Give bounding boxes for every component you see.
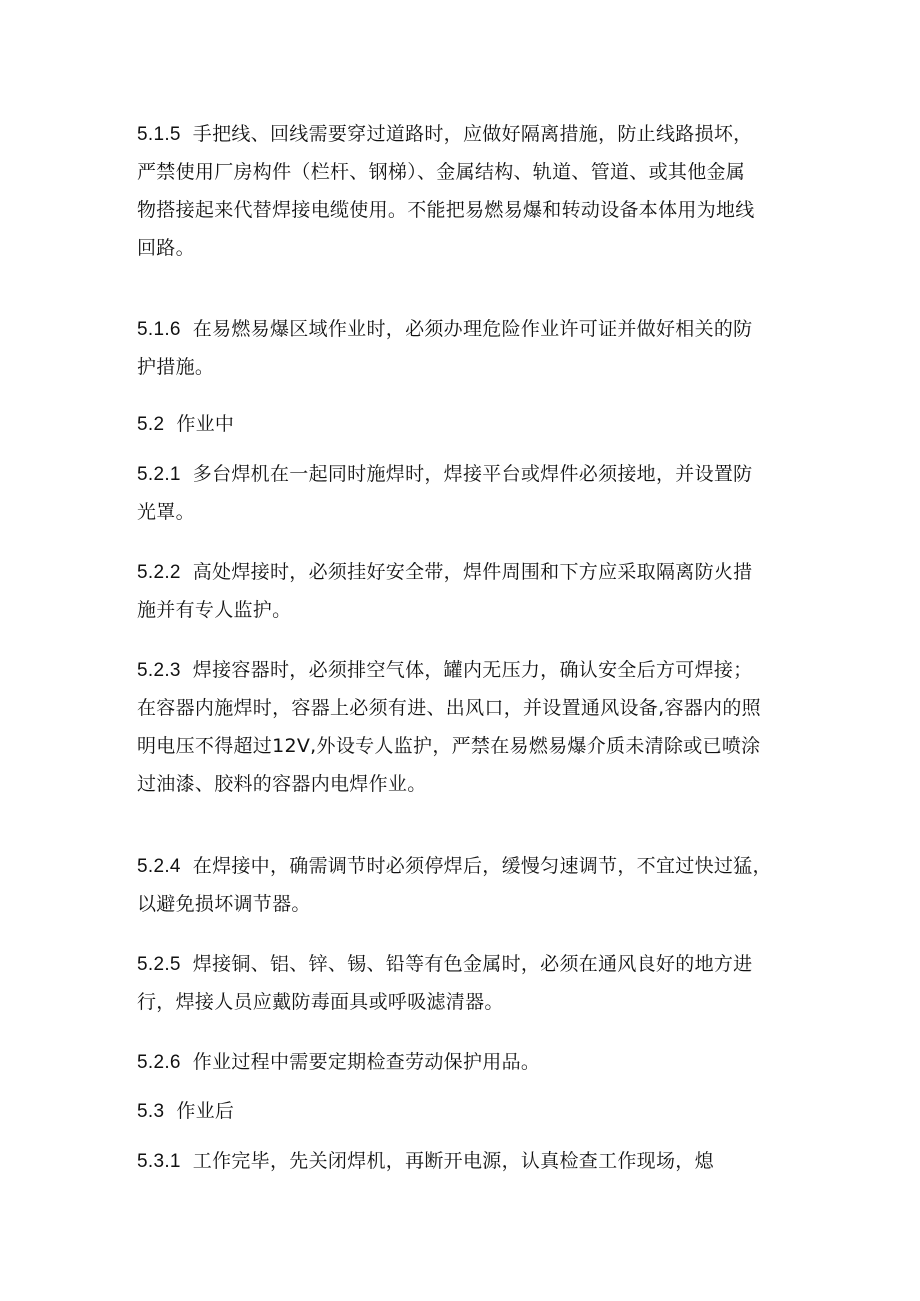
paragraph-text: 焊接容器时，必须排空气体，罐内无压力，确认安全后方可焊接； [192,659,753,681]
section-number: 5.3 [137,1101,165,1122]
paragraph-line [137,847,797,885]
paragraph-5-1-6 [137,310,797,386]
paragraph-text: 在易燃易爆区域作业时，必须办理危险作业许可证并做好相关的防 [192,318,753,340]
section-number: 5.2 [137,414,165,435]
clause-number: 5.3.1 [137,1151,181,1172]
heading-line [137,1092,797,1130]
paragraph-line [137,1043,797,1081]
paragraph-line: 以避免损坏调节器。 [137,893,311,915]
paragraph-5-2-3 [137,651,797,803]
paragraph-line [137,455,797,493]
heading-line [137,405,797,443]
paragraph-line: 光罩。 [137,501,195,523]
clause-number: 5.2.4 [137,856,181,877]
paragraph-line: 物搭接起来代替焊接电缆使用。不能把易燃易爆和转动设备本体用为地线 [137,199,755,221]
paragraph-line: 严禁使用厂房构件（栏杆、钢梯）、金属结构、轨道、管道、或其他金属 [137,161,746,183]
section-title: 作业中 [176,413,235,435]
clause-number: 5.2.2 [137,562,181,583]
paragraph-line [137,115,797,153]
paragraph-text: 高处焊接时，必须挂好安全带，焊件周围和下方应采取隔离防火措 [192,561,753,583]
paragraph-line [137,1142,797,1180]
section-title: 作业后 [176,1100,235,1122]
paragraph-line: 在容器内施焊时，容器上必须有进、出风口，并设置通风设备,容器内的照 [137,697,761,719]
clause-number: 5.1.6 [137,319,181,340]
paragraph-text: 多台焊机在一起同时施焊时，焊接平台或焊件必须接地，并设置防 [192,463,753,485]
paragraph-line [137,945,797,983]
paragraph-line: 回路。 [137,237,195,259]
paragraph-5-2-5 [137,945,797,1021]
paragraph-5-2-2 [137,553,797,629]
section-heading-5-2 [137,405,797,443]
paragraph-5-2-6 [137,1043,797,1081]
paragraph-text: 在焊接中，确需调节时必须停焊后，缓慢匀速调节，不宜过快过猛， [192,855,772,877]
paragraph-line: 行，焊接人员应戴防毒面具或呼吸滤清器。 [137,991,504,1013]
paragraph-line: 明电压不得超过12V,外设专人监护，严禁在易燃易爆介质未清除或已喷涂 [137,735,761,757]
clause-number: 5.2.1 [137,464,181,485]
clause-number: 5.2.3 [137,660,181,681]
clause-number: 5.2.5 [137,954,181,975]
paragraph-5-2-4 [137,847,797,923]
paragraph-5-3-1 [137,1142,797,1180]
paragraph-text: 作业过程中需要定期检查劳动保护用品。 [192,1051,541,1073]
paragraph-line [137,651,797,689]
section-heading-5-3 [137,1092,797,1130]
paragraph-5-1-5 [137,115,797,267]
paragraph-line: 过油漆、胶料的容器内电焊作业。 [137,773,427,795]
paragraph-text: 焊接铜、铝、锌、锡、铅等有色金属时，必须在通风良好的地方进 [192,953,753,975]
paragraph-text: 手把线、回线需要穿过道路时，应做好隔离措施，防止线路损坏， [192,123,753,145]
paragraph-5-2-1 [137,455,797,531]
paragraph-text: 工作完毕，先关闭焊机，再断开电源，认真检查工作现场，熄 [192,1150,714,1172]
paragraph-line [137,553,797,591]
clause-number: 5.2.6 [137,1052,181,1073]
paragraph-line: 护措施。 [137,356,215,378]
paragraph-line [137,310,797,348]
paragraph-line: 施并有专人监护。 [137,599,292,621]
clause-number: 5.1.5 [137,124,181,145]
